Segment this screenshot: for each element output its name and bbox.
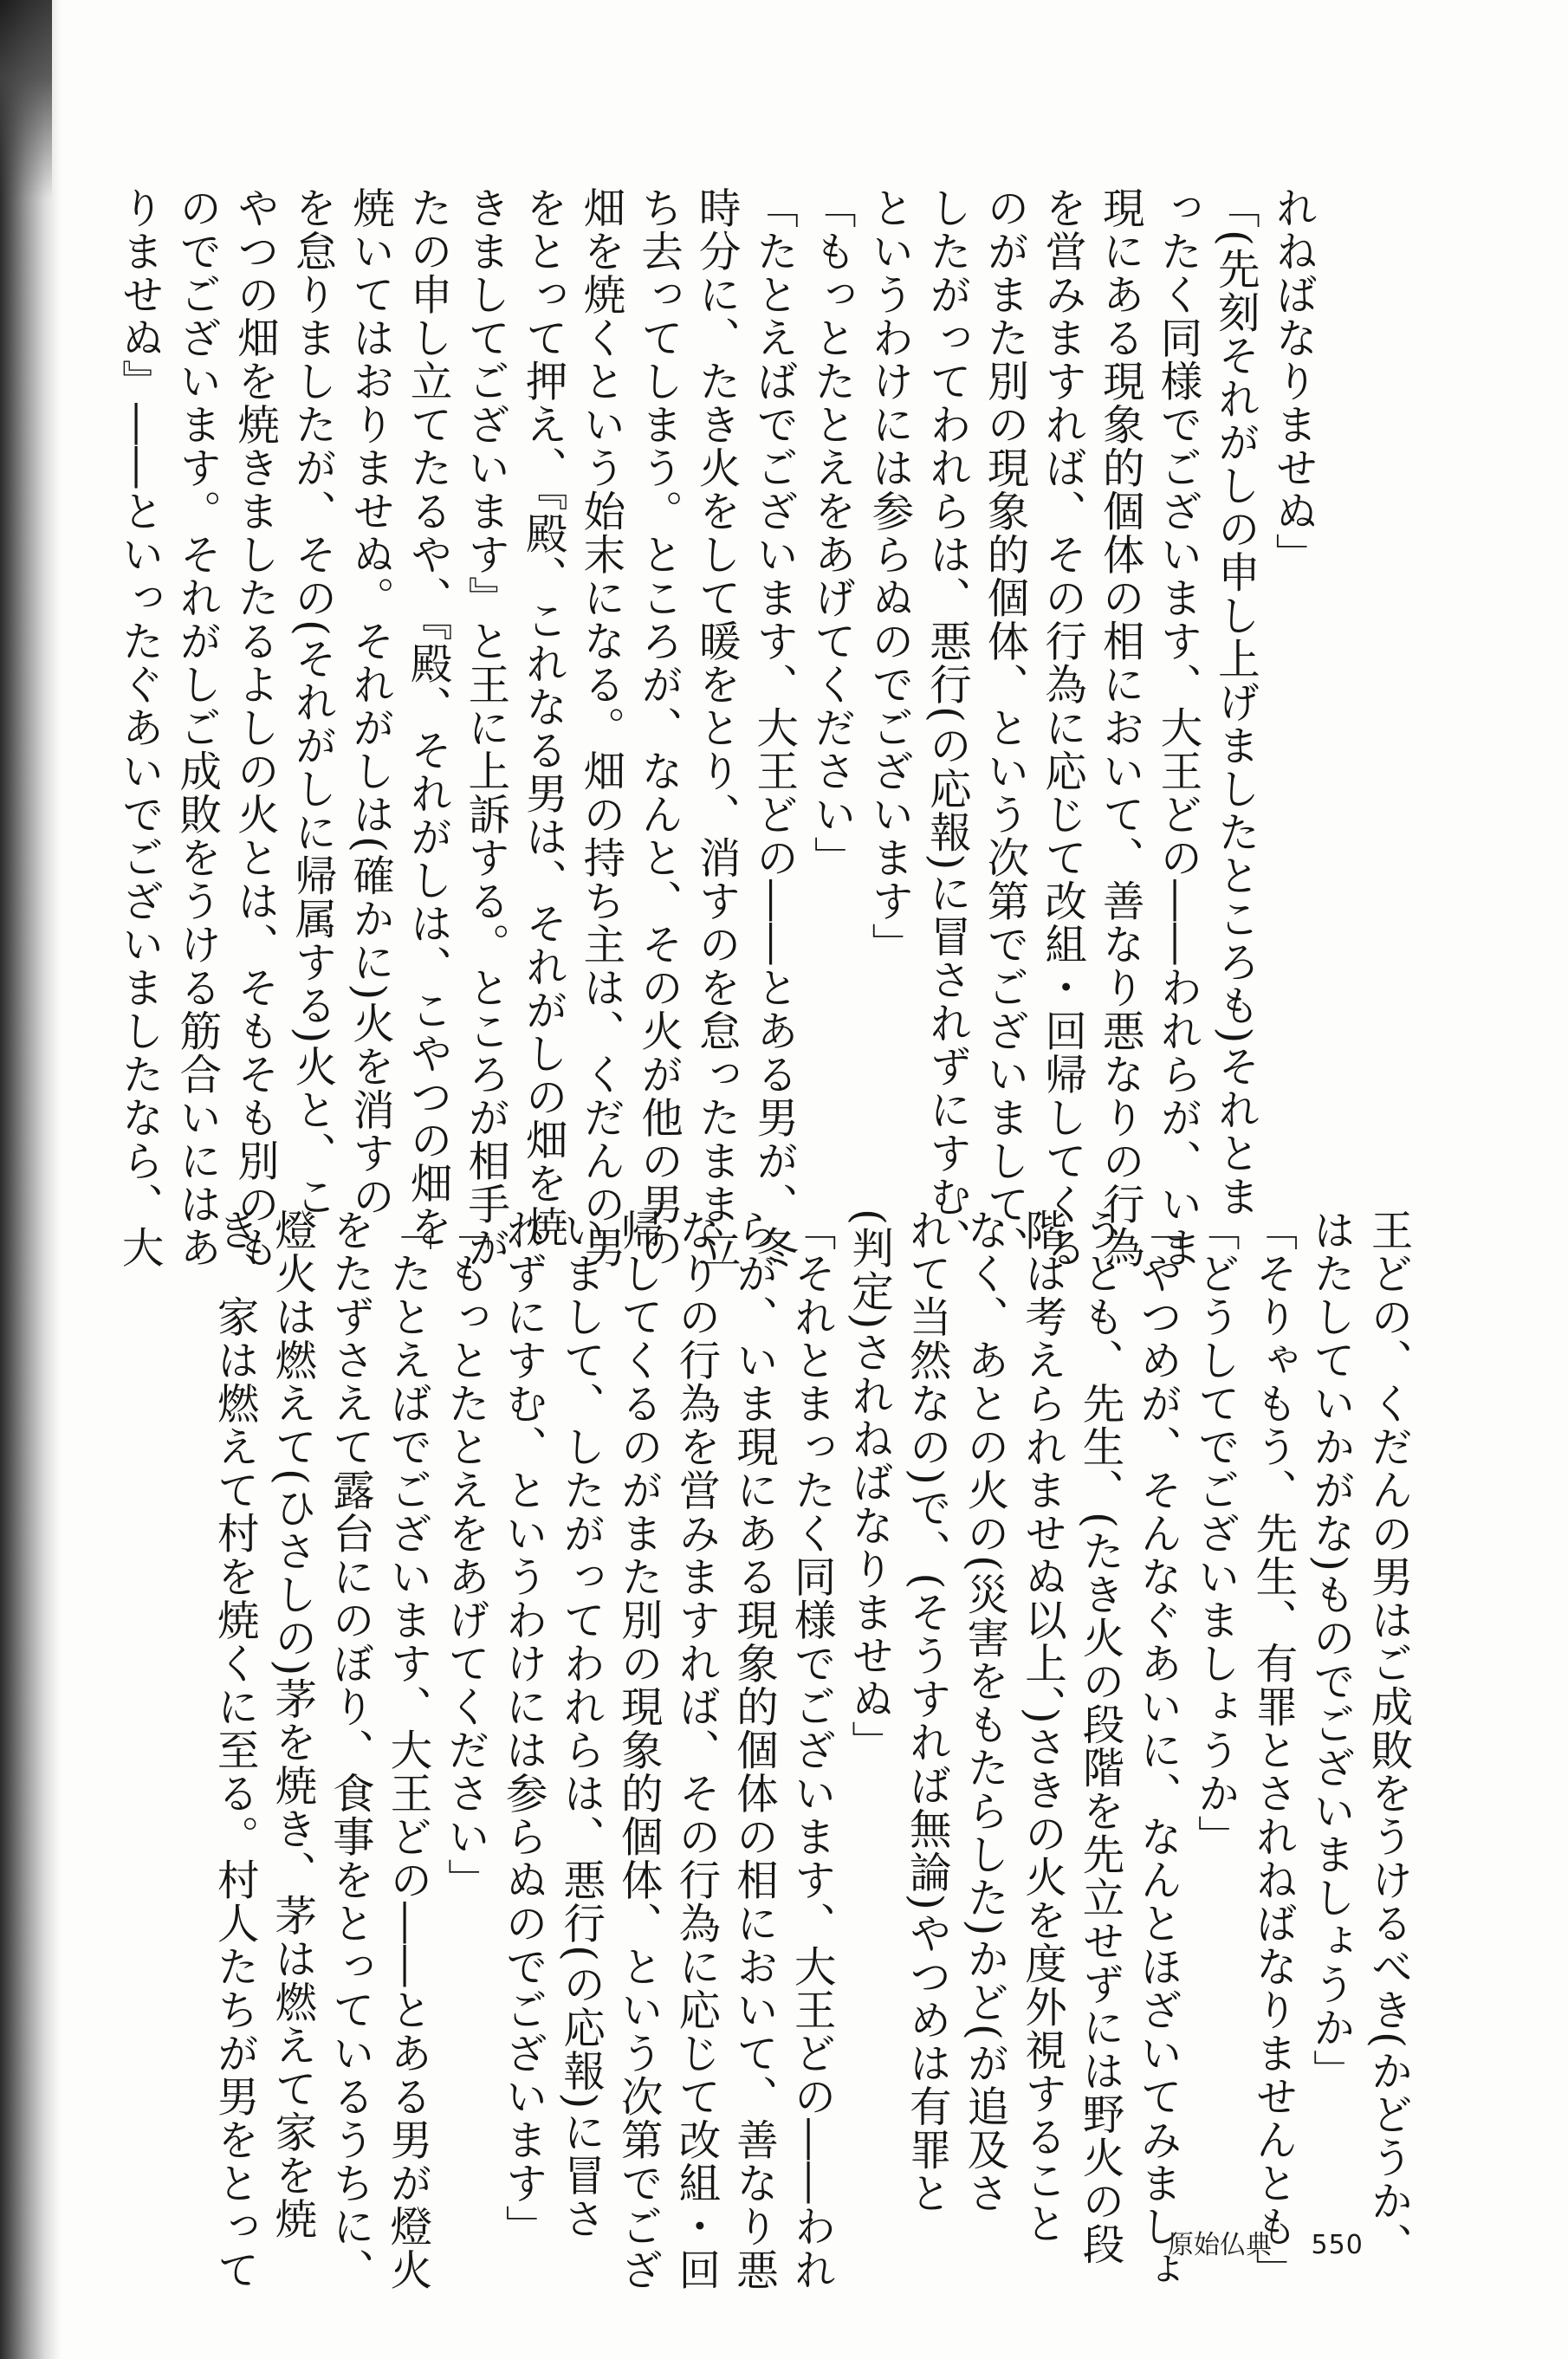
text-column: れねばなりませぬ」 <box>1268 186 1317 576</box>
text-column: 焼いてはおりませぬ。それがしは(確かに)火を消すの <box>345 186 394 1218</box>
text-column: をたずさえて露台にのぼり、食事をとっているうちに、 <box>325 1209 374 2291</box>
text-column: 「もっとたとえをあげてください」 <box>440 1209 489 1902</box>
text-column: というわけには参らぬのでございます」 <box>864 186 913 966</box>
binding-shadow <box>0 0 61 2359</box>
text-column: 燈火は燃えて(ひさしの)茅を焼き、茅は燃えて家を焼 <box>267 1209 316 2240</box>
text-column: 「どうしてでございましょうか」 <box>1190 1209 1240 1858</box>
text-column: 「それとまったく同様でございます、大王どの――われ <box>787 1209 836 2291</box>
text-column: (判定)されねばなりませぬ」 <box>844 1209 893 1764</box>
text-column: なく、あとの火の(災害をもたらした)かど(が追及さ <box>959 1209 1008 2215</box>
text-column: のがまた別の現象的個体、という次第でございまして、 <box>980 186 1029 1269</box>
text-column: ったく同様でございます、大王どの――われらが、いま <box>1152 186 1202 1269</box>
page-footer <box>1168 2224 1410 2267</box>
text-column: たの申し立てたるや、『殿、それがしは、こやつの畑を <box>403 186 452 1248</box>
text-column: 「たとえばでございます、大王どの――とある男が、冬 <box>748 186 798 1269</box>
text-column: ち去ってしまう。ところが、なんと、その火が他の男の <box>633 186 683 1269</box>
text-column: 帰してくるのがまた別の現象的個体、という次第でござ <box>613 1209 663 2291</box>
text-column: れて当然なの)で、(そうすれば無論)やつめは有罪と <box>902 1209 951 2215</box>
text-column: れずにすむ、というわけには参らぬのでございます」 <box>498 1209 548 2248</box>
text-column: やつの畑を焼きましたるよしの火とは、そもそも別のも <box>230 186 279 1269</box>
text-column: 王どの、くだんの男はご成敗をうけるべき(かどうか、 <box>1364 1209 1412 2266</box>
text-column: き、家は燃えて村を焼くに至る。村人たちが男をとって <box>210 1209 259 2291</box>
text-column: したがってわれらは、悪行(の応報)に冒されずにすむ、 <box>922 186 971 1261</box>
text-column: 階は考えられませぬ以上、)さきの火を度外視すること <box>1017 1209 1066 2246</box>
text-column: 「やつめが、そんなぐあいに、なんとほざいてみましょ <box>1132 1209 1182 2291</box>
text-column: 「(先刻それがしの申し上げましたところも)それとま <box>1210 186 1260 1218</box>
text-column: 「もっとたとえをあげてください」 <box>807 186 856 879</box>
text-column: なりの行為を営みますれば、その行為に応じて改組・回 <box>671 1209 720 2291</box>
text-column: うとも、先生、(たき火の段階を先立せずには野火の段 <box>1075 1209 1124 2266</box>
text-column: りませぬ』――といったぐあいでございましたなら、大 <box>114 186 164 1269</box>
text-column: を営みますれば、その行為に応じて改組・回帰してくる <box>1037 186 1086 1269</box>
text-column: 「そりゃもう、先生、有罪とされねばなりませんとも」 <box>1247 1209 1297 2291</box>
text-column: 現にある現象的個体の相において、善なり悪なりの行為 <box>1095 186 1144 1269</box>
running-title: 原始仏典 <box>1168 2230 1272 2260</box>
text-column: を怠りましたが、その(それがしに帰属する)火と、こ <box>287 186 336 1218</box>
text-column: 時分に、たき火をして暖をとり、消すのを怠ったまま立 <box>691 186 741 1269</box>
text-column: をとって押え、『殿、これなる男は、それがしの畑を焼 <box>518 186 567 1248</box>
upper-text-block <box>114 186 1321 1269</box>
text-column: いまして、したがってわれらは、悪行(の応報)に冒さ <box>555 1209 605 2240</box>
text-column: のでございます。それがしご成敗をうける筋合いにはあ <box>172 186 221 1269</box>
page-number: 550 <box>1311 2230 1364 2260</box>
text-column: 畑を焼くという始末になる。畑の持ち主は、くだんの男 <box>575 186 625 1269</box>
text-column: はたしていかがな)ものでございましょうか」 <box>1306 1209 1355 2093</box>
text-column: らが、いま現にある現象的個体の相において、善なり悪 <box>729 1209 778 2291</box>
binding-shadow-top <box>0 0 52 199</box>
text-column: 「たとえばでございます、大王どの――とある男が燈火 <box>382 1209 431 2291</box>
text-column: きましてございます』と王に上訴する。ところが相手が <box>460 186 509 1269</box>
